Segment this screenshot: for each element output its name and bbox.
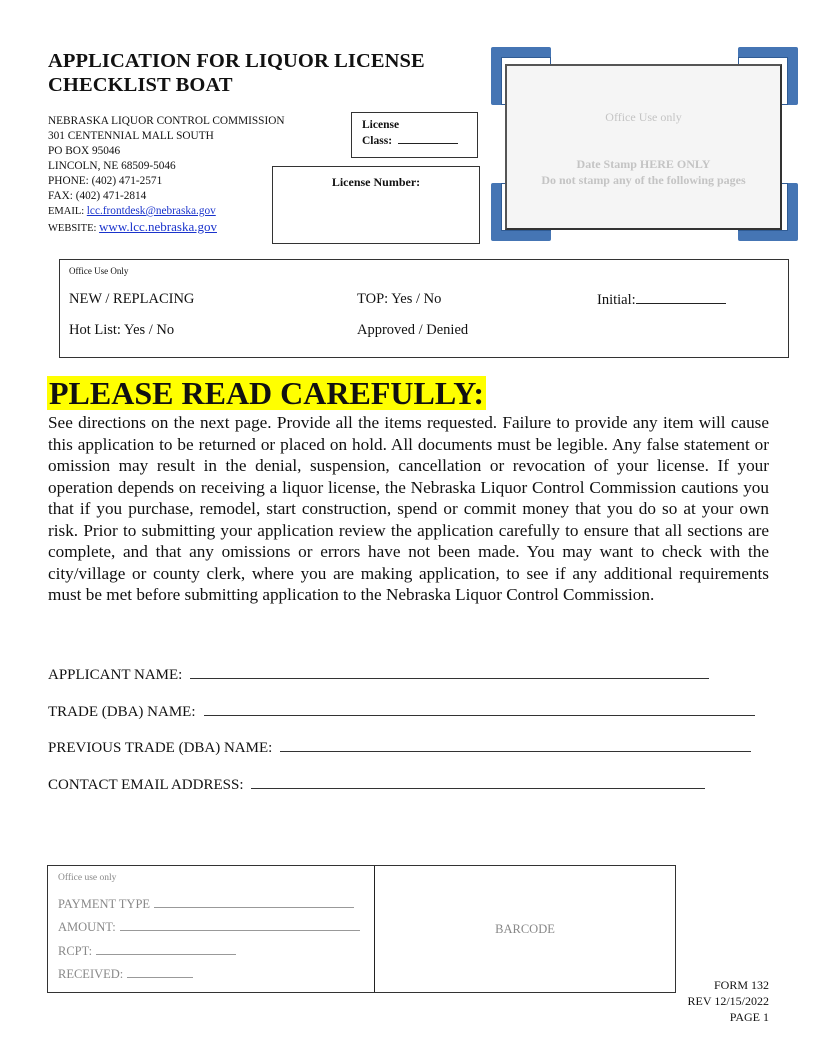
email-link[interactable]: lcc.frontdesk@nebraska.gov	[86, 205, 216, 217]
license-class-label-row	[362, 133, 477, 149]
contact-email-label: CONTACT EMAIL ADDRESS:	[48, 777, 244, 793]
trade-name-line[interactable]	[204, 701, 755, 716]
date-stamp-box	[505, 64, 782, 230]
license-number-box[interactable]	[272, 166, 480, 244]
previous-trade-name-field[interactable]	[48, 737, 751, 757]
license-class-box[interactable]	[351, 112, 478, 158]
agency-phone: PHONE: (402) 471-2571	[48, 175, 163, 187]
form-footer	[688, 977, 769, 1025]
rcpt-line[interactable]	[96, 943, 236, 955]
hot-list-yes-no: Hot List: Yes / No	[69, 322, 175, 338]
payment-barcode-box	[47, 865, 676, 993]
trade-name-label: TRADE (DBA) NAME:	[48, 704, 196, 720]
agency-street: 301 CENTENNIAL MALL SOUTH	[48, 130, 214, 142]
barcode-area	[375, 866, 675, 992]
stamp-line-2: Do not stamp any of the following pages	[541, 173, 746, 187]
amount-label: AMOUNT:	[58, 920, 116, 934]
website-label: WEBSITE:	[48, 223, 100, 234]
revision-date: REV 12/15/2022	[687, 994, 769, 1008]
top-yes-no: TOP: Yes / No	[357, 291, 442, 307]
barcode-label: BARCODE	[495, 921, 555, 936]
instructions-paragraph: See directions on the next page. Provide all the items requested. Failure to provide any item will cause this application to be returned or placed on hold. All documents must be legible. Any false statement or omission may result in the denial, suspension, cancellation or revocation of your license. If your operation depends on receiving a liquor license, the Nebraska Liquor Control Commission cautions you that if you purchase, remodel, start construction, spend or commit money that you do so at your own risk. Prior to submitting your application review the application carefully to ensure that all sections are complete, and that any omissions or errors have not been made. You may want to check with the city/village or county clerk, where you are making application, to see if any additional requirements must be met before submitting application to the Nebraska Liquor Control Commission.	[48, 413, 769, 604]
license-class-blank[interactable]	[398, 133, 458, 144]
received-label: RECEIVED:	[58, 967, 124, 981]
title-line-1: APPLICATION FOR LIQUOR LICENSE	[48, 50, 425, 72]
contact-email-line[interactable]	[251, 774, 705, 789]
stamp-office-use-label: Office Use only	[605, 110, 682, 124]
previous-trade-name-label: PREVIOUS TRADE (DBA) NAME:	[48, 740, 273, 756]
stamp-line-1: Date Stamp HERE ONLY	[576, 157, 711, 171]
rcpt-label: RCPT:	[58, 944, 93, 958]
amount-line[interactable]	[120, 919, 360, 931]
received-row[interactable]	[58, 966, 193, 982]
title-line-2: CHECKLIST BOAT	[48, 74, 233, 96]
payment-type-row[interactable]	[58, 896, 354, 912]
form-number: FORM 132	[713, 978, 769, 992]
office-use-box	[59, 259, 789, 358]
applicant-name-line[interactable]	[190, 664, 709, 679]
agency-po-box: PO BOX 95046	[48, 145, 121, 157]
received-line[interactable]	[127, 966, 193, 978]
previous-trade-name-line[interactable]	[280, 737, 751, 752]
amount-row[interactable]	[58, 919, 360, 935]
new-replacing: NEW / REPLACING	[69, 291, 195, 307]
rcpt-row[interactable]	[58, 943, 236, 959]
agency-fax: FAX: (402) 471-2814	[48, 190, 147, 202]
initial-field[interactable]	[597, 291, 726, 309]
license-class-label-1: License	[362, 119, 400, 131]
payment-type-label: PAYMENT TYPE	[58, 897, 151, 911]
page-number: PAGE 1	[729, 1010, 769, 1024]
applicant-name-field[interactable]	[48, 664, 709, 684]
initial-label: Initial:	[597, 292, 636, 308]
initial-blank[interactable]	[636, 291, 726, 304]
agency-city: LINCOLN, NE 68509-5046	[48, 160, 176, 172]
office-use-label: Office Use Only	[69, 266, 129, 276]
license-number-label: License Number:	[331, 175, 421, 189]
agency-address	[48, 114, 285, 236]
license-class-label-2: Class:	[362, 135, 393, 147]
payment-office-use-label: Office use only	[58, 873, 117, 883]
payment-type-line[interactable]	[154, 896, 354, 908]
agency-name: NEBRASKA LIQUOR CONTROL COMMISSION	[48, 115, 285, 127]
agency-email-row	[48, 204, 285, 219]
email-label: EMAIL:	[48, 206, 87, 217]
agency-website-row	[48, 219, 285, 236]
approved-denied: Approved / Denied	[357, 322, 469, 338]
trade-name-field[interactable]	[48, 701, 755, 721]
form-title	[48, 49, 425, 97]
contact-email-field[interactable]	[48, 774, 705, 794]
applicant-name-label: APPLICANT NAME:	[48, 667, 183, 683]
stamp-instructions	[505, 156, 782, 188]
please-read-heading: PLEASE READ CAREFULLY:	[49, 375, 485, 411]
website-link[interactable]: www.lcc.nebraska.gov	[99, 219, 217, 234]
payment-office-use	[48, 866, 375, 992]
